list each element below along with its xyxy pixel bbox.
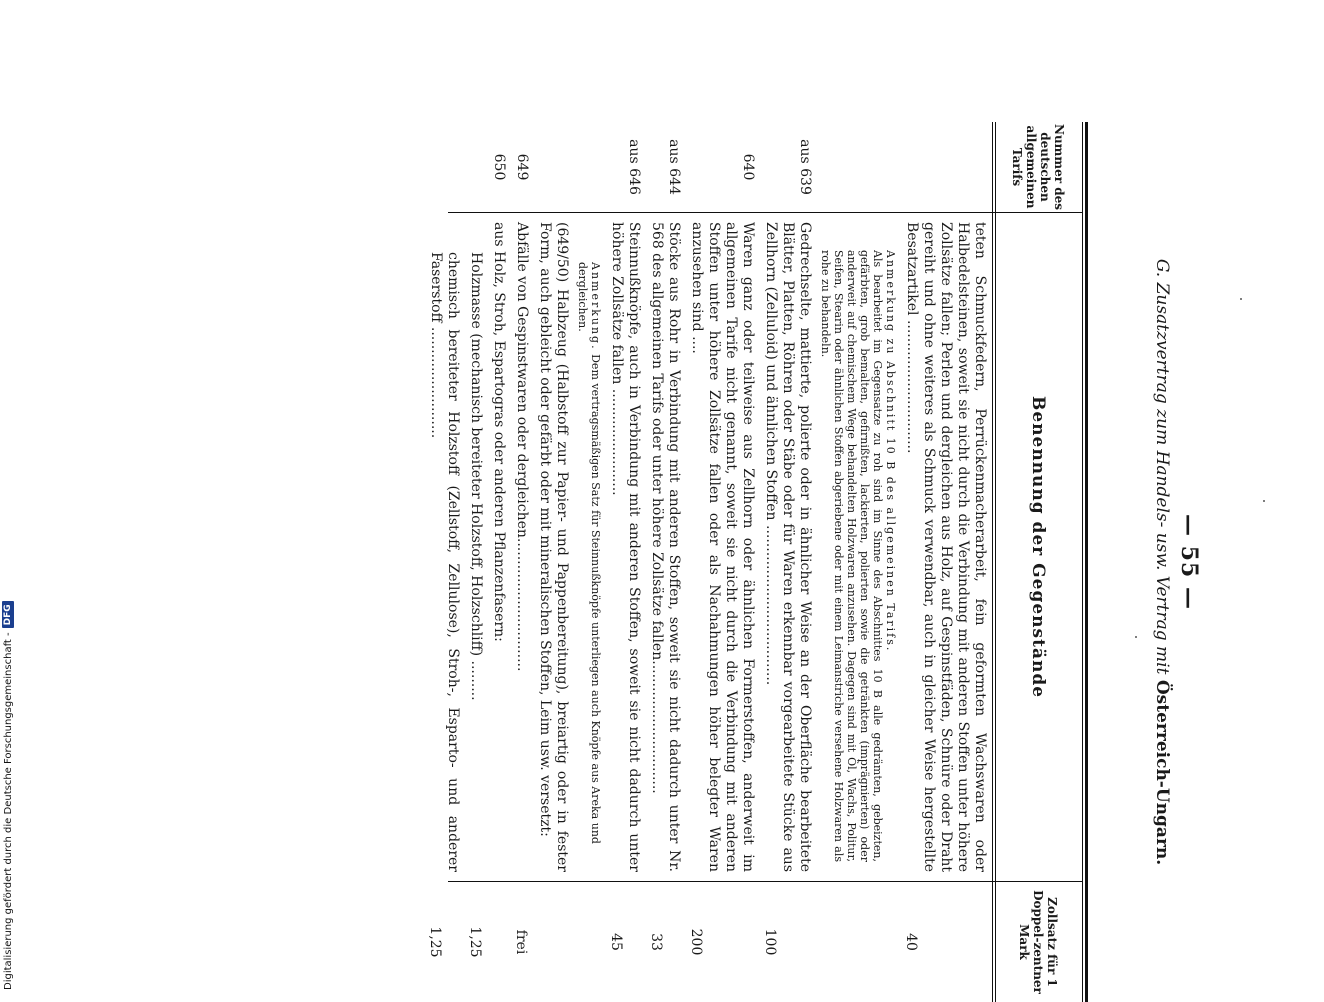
item-description: Waren ganz oder teilweise aus Zellhorn oder ähnlichen Formerstoffen, anderweit im allgemeinen Tarife nicht genannt, soweit sie nicht durch die Verbindung mit anderen Stoffen unter höhere Zollsätze fallen oder als Nachahmungen höher belegter Waren anzusehen sind .... [689,222,756,872]
digitization-credit [2,601,14,990]
item-description: Abfälle von Gespinstwaren oder dergleichen.............................. [514,222,530,672]
table-subheading [536,122,570,1002]
table-row [608,122,642,1002]
note-title: Anmerkung zu Abschnitt 10 B des allgemeinen Tarifs. [884,250,897,653]
dfg-logo: DFG [2,601,14,628]
running-title-country: Österreich-Ungarn. [1152,679,1172,866]
table-top-rule-thin [1082,122,1083,1002]
header-bottom-rule-2 [992,122,993,1002]
running-title [1152,122,1172,1002]
duty-rate: 1,25 [467,926,483,958]
note-text: Als bearbeitet im Gegensatze zu roh sind im Sinne des Abschnittes 10 B alle gedrämten, gebeizten, gefärbten, grob bemalten, gefirnißten, lackierten, polierten sowie die getränkten (imprägnierten) oder anderweit auf chemischem Wege behandelten Holzwaren anzusehen. Dagegen sind mit Öl, Wachs, Politur, Seifen, Stearin oder ähnlichen Stoffen abgeriebene oder mit einem Leimanstriche versehene Holzwaren als rohe zu behandeln. [819,250,884,862]
page-header [1148,122,1208,1002]
duty-rate: 33 [648,933,664,951]
scan-speck [1135,636,1137,638]
item-description: Stöcke aus Rohr in Verbindung mit anderen Stoffen, soweit sie nicht dadurch unter Nr. 568 des allgemeinen Tarifs oder unter höhere Zollsätze fallen.............................. [649,222,682,872]
page-number: — 55 — [1176,514,1202,610]
item-description: aus Holz, Stroh, Espartogras oder anderen Pflanzenfasern: [491,222,507,642]
table-row [903,122,988,1002]
header-bottom-rule [995,122,996,1002]
duty-rate: 1,25 [427,926,443,958]
table-row [688,122,756,1002]
item-description: Holzmasse (mechanisch bereiteter Holzstoff, Holzschliff) ......... [468,252,484,701]
item-description: teten Schmuckfedern, Perrückenmacherarbeit, fein geformten Wachswaren oder Halbedelsteinen, soweit sie nicht durch die Verbindung mit anderen Stoffen unter höhere Zollsätze fallen; Perlen und dergleichen aus Holz, auf Gespinstfäden, Schnüre oder Draht gereiht und ohne weiteres als Schmuck verwendbar, auch in gleicher Weise hergestellte Besatzartikel .............................. [904,222,988,872]
table-row [762,122,813,1002]
table-row [513,122,530,1002]
note-title: Anmerkung. [589,262,602,351]
duty-rate: frei [513,929,529,955]
table-row [648,122,682,1002]
rotated-page [427,122,1208,1002]
table-row [427,122,461,1002]
tariff-number: aus 646 [626,139,642,195]
duty-rate: 100 [762,928,778,956]
duty-rate: 40 [903,933,919,951]
tariff-number: aus 644 [666,139,682,195]
table-body [421,122,988,1002]
scan-speck [1263,500,1265,502]
subheading-halbzeug: (649/50) Halbzeug (Halbstoff zur Papier- und Pappenbereitung), breiartig oder in fester Form, auch gebleicht oder gefärbt oder mit mineralischen Stoffen, Leim usw. versetzt: [537,222,570,872]
tariff-table [427,122,1088,1002]
item-description: Gedrechselte, mattierte, polierte oder in ähnlicher Weise an der Oberfläche bearbeitete Blätter, Platten, Röhren oder Stäbe oder für Waren erkennbar vorgearbeitete Stücke aus Zellhorn (Zelluloid) und ähnlichen Stoffen .................................... [763,222,813,872]
tariff-number: 640 [740,153,756,181]
duty-rate: 200 [688,928,704,956]
column-header-number: Nummer des deutschen allgemeinen Tarifs [1010,123,1066,210]
column-header-duty: Zollsatz für 1 Doppel-zentner Mark [1017,890,1059,994]
duty-rate: 45 [608,933,624,951]
note-text: Dem vertragsmäßigen Satz für Steinnußknöpfe unterliegen auch Knöpfe aus Areka und dergleichen. [576,262,602,844]
tariff-number: aus 639 [797,139,813,195]
credit-text: Digitalisierung gefördert durch die Deutsche Forschungsgemeinschaft - [2,632,14,990]
column-header-name: Benennung der Gegenstände [1028,395,1048,699]
tariff-number: 650 [491,153,507,181]
item-description: Steinnußknöpfe, auch in Verbindung mit anderen Stoffen, soweit sie nicht dadurch unter höhere Zollsätze fallen ........................ [609,222,642,872]
table-top-rule [1085,122,1088,1002]
table-header-row [996,122,1080,1002]
table-row [467,122,484,1002]
table-row [490,122,507,1002]
tariff-number: 649 [514,153,530,181]
note-section-10b [819,250,897,862]
note-steinnuss [576,262,602,862]
scan-speck [1240,298,1242,300]
item-description: chemisch bereiteter Holzstoff (Zellstoff, Zellulose), Stroh-, Esparto- und anderer Faserstoff ......................... [428,252,461,872]
running-title-text: G. Zusatzvertrag zum Handels- usw. Vertrag mit [1152,258,1172,680]
